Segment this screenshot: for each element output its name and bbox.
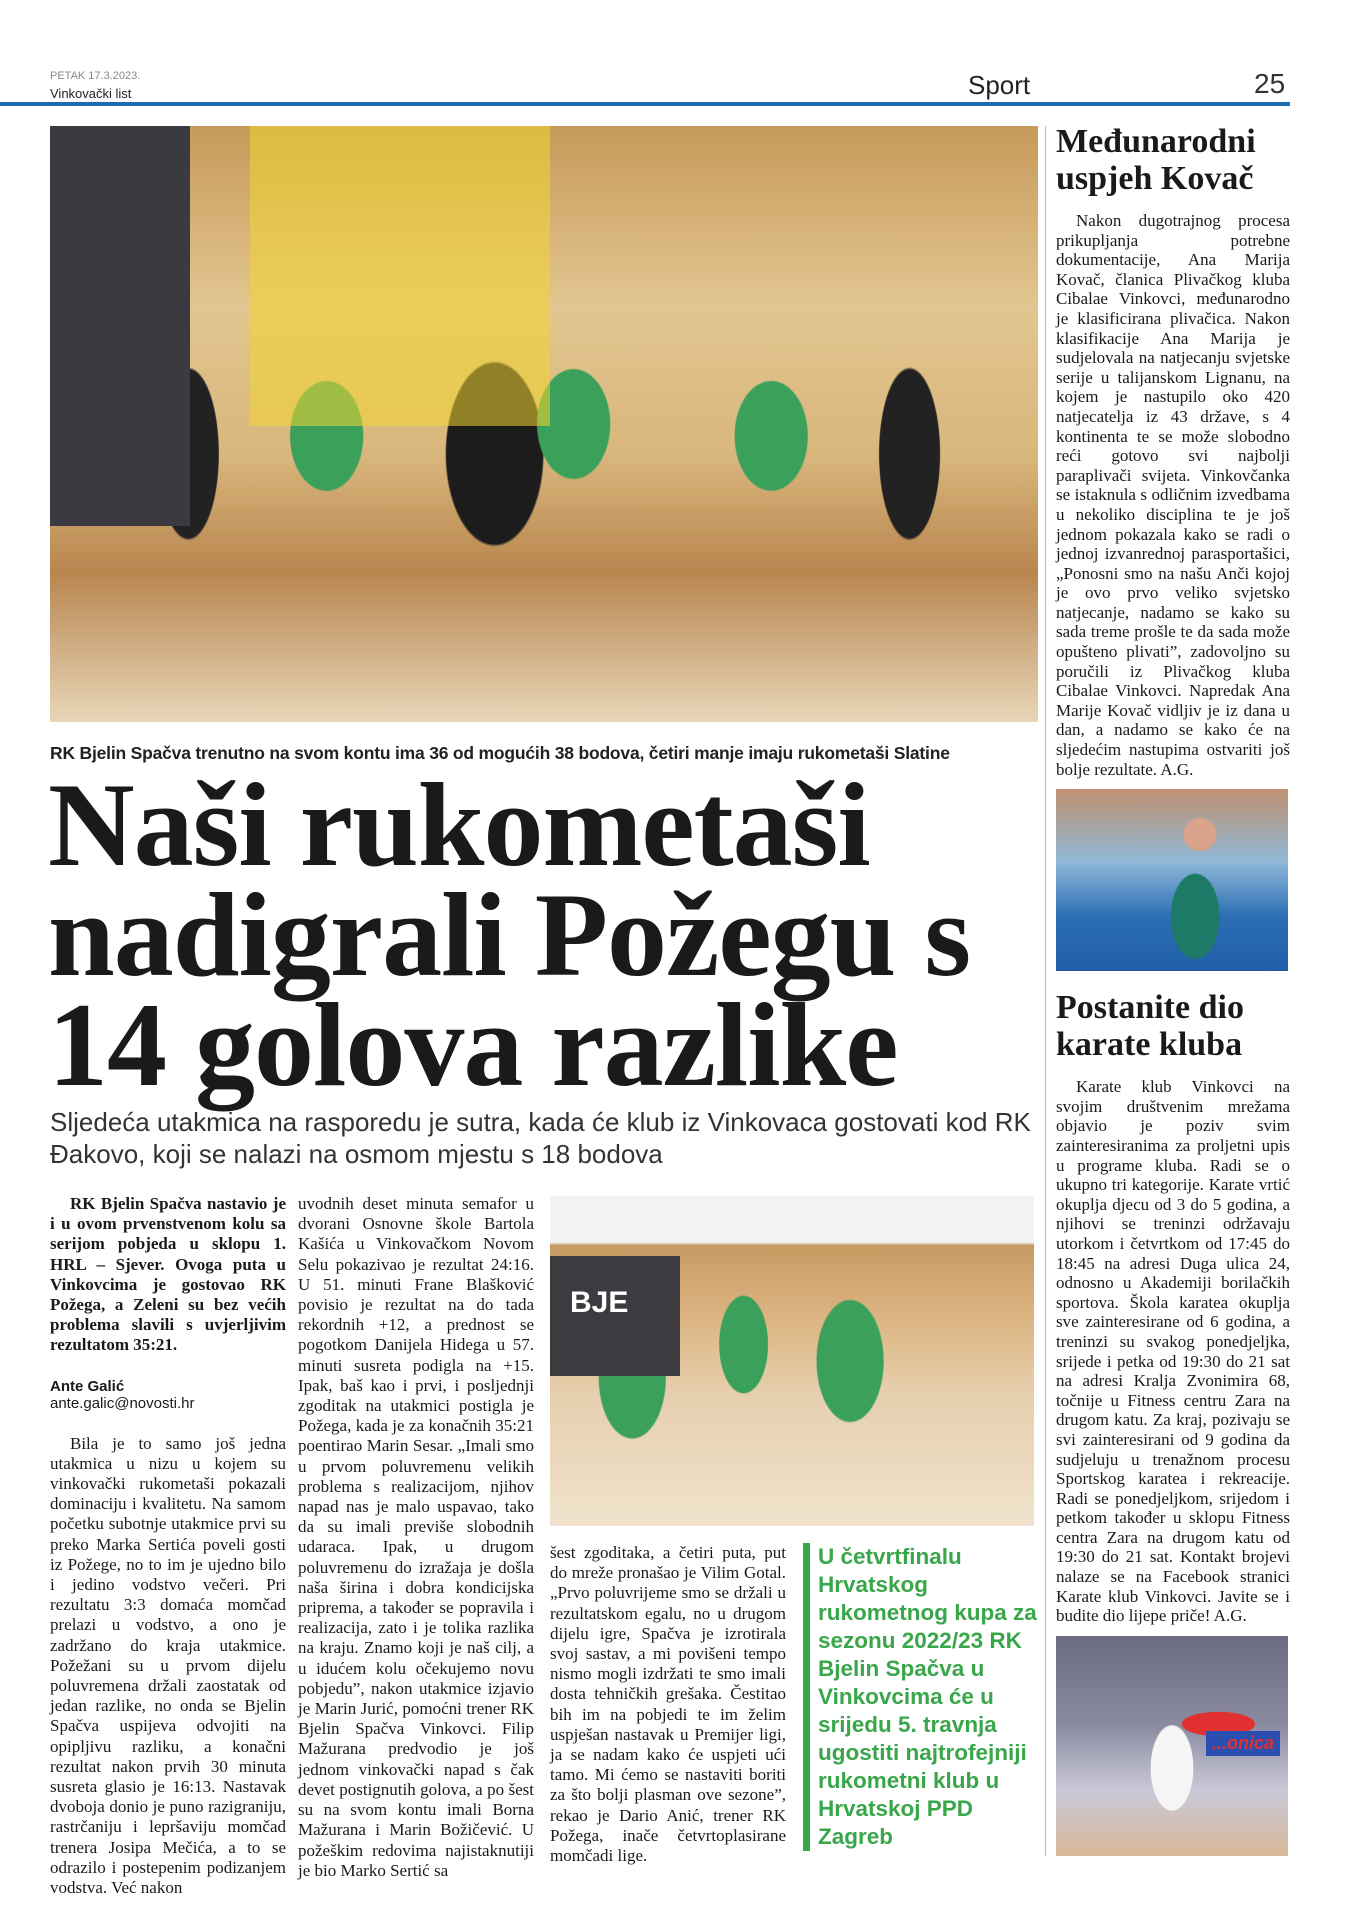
karate-photo-banner: ...onica [1206, 1731, 1280, 1756]
article-column-3 [550, 1543, 786, 1866]
sidebar-story1-body [1056, 211, 1290, 779]
article-body-3: šest zgoditaka, a četiri puta, put do mreže pronašao je Vilim Gotal. „Prvo poluvrijeme smo se držali u rezultatskom egalu, no u drugom dijelu igre, Spačva je izrotirala svoj sastav, a mi povišeni tempo nismo mogli izdržati te smo imali dosta tehničkih grešaka. Čestitao bih im na pobjedi te im želim uspješan nastavak u Premijer ligi, ja se nadam kako će uspjeti ući tamo. Mi ćemo se nastaviti boriti za što bolji plasman ove sezone”, rekao je Dario Anić, trener RK Požega, inače četvrtoplasirane momčadi lige. [550, 1543, 786, 1866]
section-name: Sport [968, 70, 1031, 100]
sidebar [1056, 123, 1290, 1856]
sidebar-story2-text: Karate klub Vinkovci na svojim društvenim mrežama objavio je poziv svim zainteresiranima za proljetni upis u programe kluba. Radi se o ukupno tri kategorije. Karate vrtić okuplja djecu od 3 do 5 godina, a njihovi se treninzi održavaju utorkom i četvrtkom od 17:45 do 18:45 na adresi Duga ulica 24, odnosno u Akademiji borilačkih sportova. Škola karatea okuplja sve zainteresirane od 6 godina, a treninzi su svakog ponedjeljka, srijede i petka od 19:30 do 21 sat na adresi Kralja Zvonimira 68, točnije u Fitness centru Zara na drugom katu. Za kraj, pozivaju se svi zainteresirani od 9 godina da sudjeluju u trenažnom procesu Sportskog karatea i rekreacije. Radi se ponedjeljkom, srijedom i petkom također u sklopu Fitness centra Zara na drugom katu od 19:30 do 21 sat. Kontakt brojevi nalaze se na Facebook stranici Karate klub Vinkovci. Javite se i budite dio lijepe priče! A.G. [1056, 1077, 1290, 1626]
header-rule [0, 102, 1290, 106]
sponsor-banner: BJE [550, 1256, 680, 1376]
page-number: 25 [1254, 68, 1286, 99]
article-lead: RK Bjelin Spačva nastavio je i u ovom prvenstvenom kolu sa serijom pobjeda u sklopu 1. HRL – Sjever. Ovoga puta u Vinkovcima je gostovao RK Požega, a Zeleni su bez većih problema slavili s uvjerljivim rezultatom 35:21. [50, 1194, 286, 1355]
sidebar-story2-title: Postanite dio karate kluba [1056, 989, 1244, 1064]
swimmer-photo [1056, 789, 1288, 971]
match-photo [550, 1196, 1034, 1526]
column-divider [1045, 126, 1046, 1856]
article-title-block [50, 742, 1040, 1170]
article-body-1: Bila je to samo još jedna utakmica u nizu u kojem su vinkovački rukometaši pokazali dominaciju i kvalitetu. Na samom početku subotnje utakmice prvi su preko Marka Sertića poveli gosti iz Požege, no to im je ujedno bilo i jedino vodstvo večeri. Pri rezultatu 3:3 domaća momčad prelazi u vodstvo, a ono je zadržano do kraja utakmice. Požežani su u prvom dijelu poluvremena držali zaostatak od jedan razlike, no onda se Bjelin Spačva uspijeva odvojiti na opipljivu razliku, a konačni rezultat nakon prvih 30 minuta susreta glasio je 16:13. Nastavak dvoboja donio je puno razigraniju, rastrčaniju i lepršaviju momčad trenera Josipa Mečića, a to se odrazilo i postepenim podizanjem vodstva. Već nakon [50, 1433, 286, 1898]
sidebar-story2-body [1056, 1077, 1290, 1626]
photo-yellow-wall [250, 126, 550, 426]
newspaper-name: Vinkovački list [50, 86, 132, 101]
article-kicker: RK Bjelin Spačva trenutno na svom kontu ima 36 od mogućih 38 bodova, četiri manje imaju rukometaši Slatine [50, 743, 950, 763]
article-headline: Naši rukometaši nadigrali Požegu s 14 golova razlike [48, 758, 971, 1111]
issue-date: PETAK 17.3.2023. [50, 70, 141, 82]
article-column-2 [298, 1194, 534, 1881]
article-column-1 [50, 1194, 286, 1898]
sidebar-story1-text: Nakon dugotrajnog procesa prikupljanja potrebne dokumentacije, Ana Marija Kovač, članica Plivačkog kluba Cibalae Vinkovci, međunarodno je klasificirana plivačica. Nakon klasifikacije Ana Marija je sudjelovala na natjecanju svjetske serije u talijanskom Lignanu, na kojem je nastupilo oko 420 natjecatelja iz 43 države, s 4 kontinenta te se može slobodno reći gotovo svi najbolji paraplivači svijeta. Vinkovčanka se istaknula s odličnim izvedbama u nekoliko disciplina te je još jednom pokazala kako se radi o jednoj izvanrednoj parasportašici, „Ponosni smo na našu Anči kojoj je ovo prvo veliko svjetsko natjecanje, nadamo se kako su sada treme prošle te da sada može opušteno plivati”, zadovoljno su poručili iz Plivačkog kluba Cibalae Vinkovci. Napredak Ana Marije Kovač vidljiv je iz dana u dan, a nadamo se kako će na sljedećim nastupima ostvariti još bolje rezultate. A.G. [1056, 211, 1290, 779]
author-email[interactable]: ante.galic@novosti.hr [50, 1394, 195, 1412]
article-body-2: uvodnih deset minuta semafor u dvorani Osnovne škole Bartola Kašića u Vinkovačkom Novom Selu pokazivao je rezultat 24:16. U 51. minuti Frane Blašković povisio je rezultat na do tada rekordnih +12, a prednost se pogotkom Danijela Hidega u 57. minuti susreta podigla na +15. Ipak, baš kao i prvi, i posljednji zgoditak na utakmici postigla je Požega, kada je za konačnih 35:21 poentirao Marin Sesar. „Imali smo u prvom poluvremenu velikih problema s realizacijom, njihov napad nas je malo uspavao, tako da su imali previše slobodnih udaraca. Ipak, u drugom poluvremenu do izražaja je došla naša širina i dobra kondicijska priprema, a također se popravila i realizacija, zato i je tolika razlika na kraju. Znamo koji je naš cilj, a u idućem kolu očekujemo novu pobjedu”, nakon utakmice izjavio je Marin Jurić, pomoćni trener RK Bjelin Spačva Vinkovci. Filip Mažurana predvodio je još jednom vinkovački napad s čak devet postignutih golova, a po šest su na svom kontu imali Borna Mažurana i Marin Božičević. U požeškim redovima najistaknutiji je bio Marko Sertić sa [298, 1194, 534, 1880]
sidebar-story1-title: Međunarodni uspjeh Kovač [1056, 123, 1256, 197]
article-deck: Sljedeća utakmica na rasporedu je sutra, kada će klub iz Vinkovaca gostovati kod RK Đakovo, koji se nalazi na osmom mjestu s 18 bodova [50, 1107, 1031, 1169]
author-name: Ante Galić [50, 1377, 125, 1395]
cup-highlight-box: U četvrtfinalu Hrvatskog rukometnog kupa za sezonu 2022/23 RK Bjelin Spačva u Vinkovcima će u srijedu 5. travnja ugostiti najtrofejniji rukometni klub u Hrvatskoj PPD Zagreb [803, 1543, 1052, 1851]
team-huddle-photo [50, 126, 1038, 722]
photo-wall [50, 126, 190, 526]
karate-photo [1056, 1636, 1288, 1856]
